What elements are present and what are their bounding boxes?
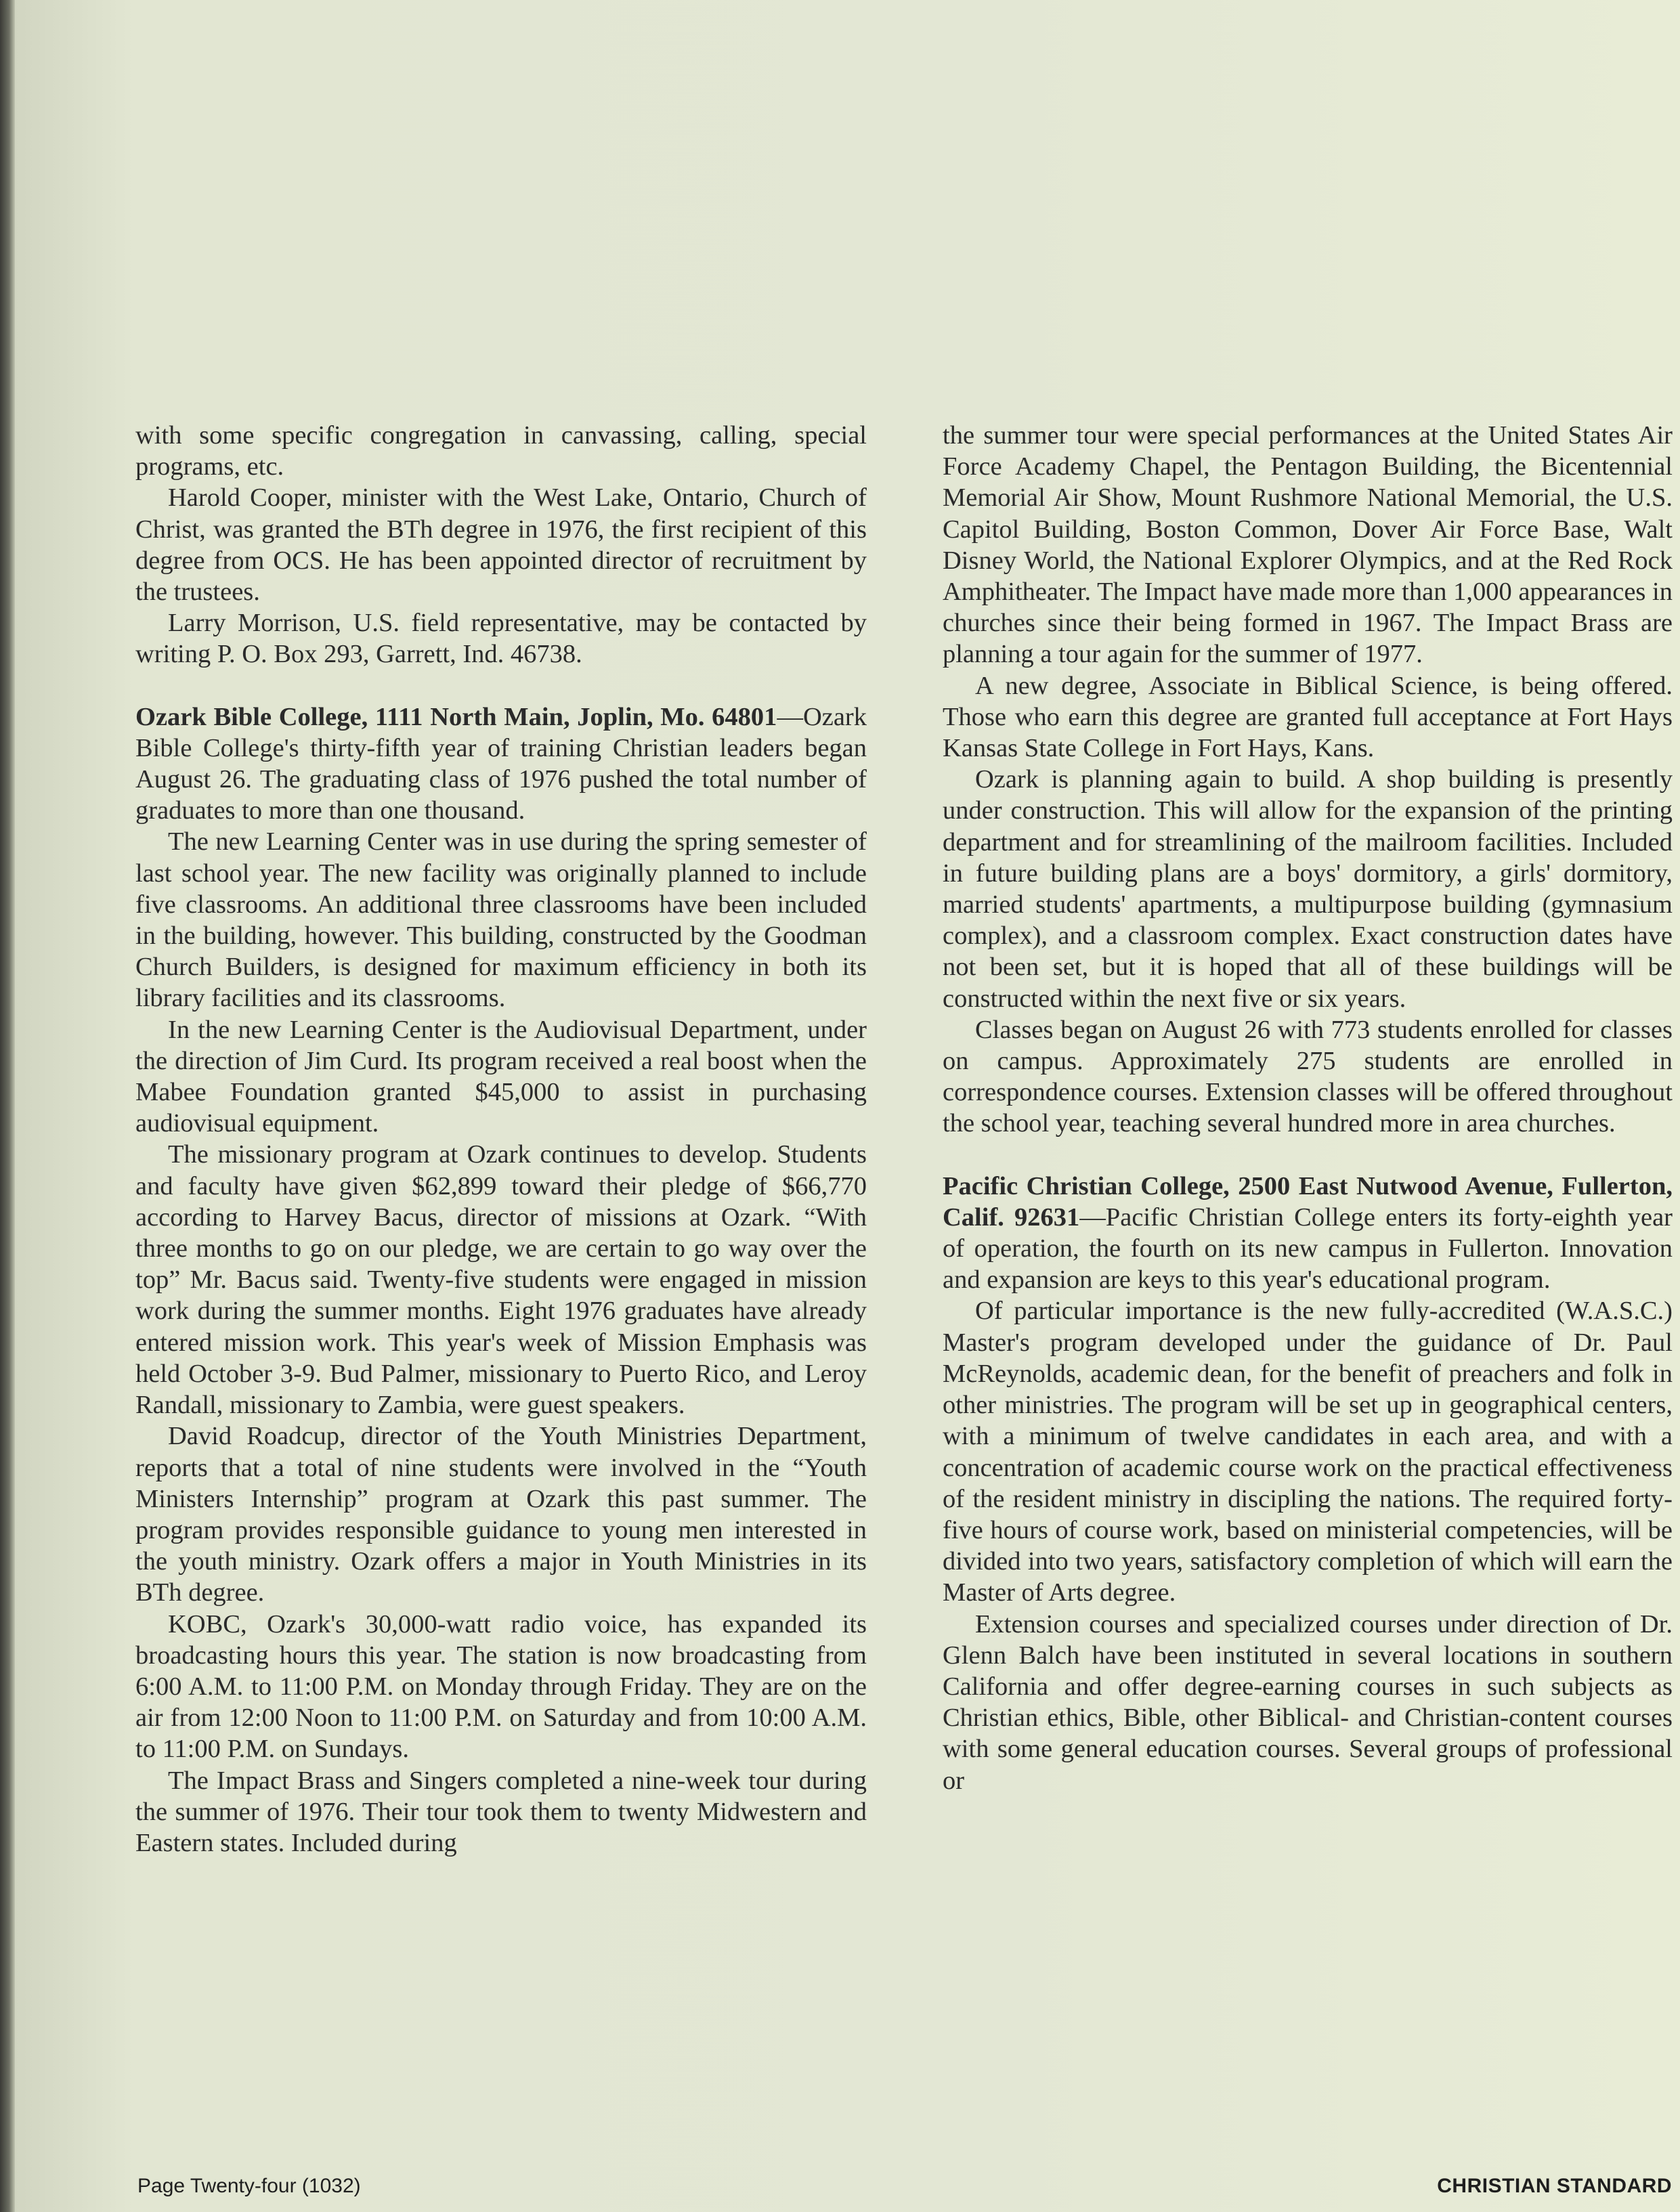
paragraph: In the new Learning Center is the Audiovisual Department, under the direction of Jim Curd. Its program received a real boost when the Mabee Foundation granted $45,000 to assist in purchasing audiovisual equipment. (135, 1015, 867, 1138)
paragraph: Larry Morrison, U.S. field representative, may be contacted by writing P. O. Box 293, Garrett, Ind. 46738. (135, 609, 867, 669)
paragraph: David Roadcup, director of the Youth Ministries Department, reports that a total of nine students were involved in the “Youth Ministers Internship” program at Ozark this past summer. The program provides responsible guidance to young men interested in the youth ministry. Ozark offers a major in Youth Ministries in its BTh degree. (135, 1422, 867, 1607)
pacific-section-intro (943, 1171, 1673, 1296)
paragraph: Of particular importance is the new fully-accredited (W.A.S.C.) Master's program developed under the guidance of Dr. Paul McReynolds, academic dean, for the benefit of preachers and folk in other ministries. The program will be set up in geographical centers, with a minimum of twelve candidates in each area, and with a concentration of academic course work on the practical effectiveness of the resident ministry in discipling the nations. The required forty-five hours of course work, based on ministerial competencies, will be divided into two years, satisfactory completion of which will earn the Master of Arts degree. (943, 1297, 1673, 1607)
paragraph: KOBC, Ozark's 30,000-watt radio voice, has expanded its broadcasting hours this year. The station is now broadcasting from 6:00 A.M. to 11:00 P.M. on Monday through Friday. They are on the air from 12:00 Noon to 11:00 P.M. on Saturday and from 10:00 A.M. to 11:00 P.M. on Sundays. (135, 1609, 867, 1764)
paragraph: The new Learning Center was in use during the spring semester of last school year. The new facility was originally planned to include five classrooms. An additional three classrooms have been included in the building, however. This building, constructed by the Goodman Church Builders, is designed for maximum efficiency in both its library facilities and its classrooms. (135, 827, 867, 1013)
paragraph: The missionary program at Ozark continues to develop. Students and faculty have given $62,899 toward their pledge of $66,770 according to Harvey Bacus, director of missions at Ozark. “With three months to go on our pledge, we are certain to go way over the top” Mr. Bacus said. Twenty-five students were engaged in mission work during the summer months. Eight 1976 graduates have already entered mission work. This year's week of Mission Emphasis was held October 3-9. Bud Palmer, missionary to Puerto Rico, and Leroy Randall, missionary to Zambia, were guest speakers. (135, 1140, 867, 1420)
paragraph: Harold Cooper, minister with the West Lake, Ontario, Church of Christ, was granted the BTh degree in 1976, the first recipient of this degree from OCS. He has been appointed director of recruitment by the trustees. (135, 483, 867, 607)
paragraph: The Impact Brass and Singers completed a nine-week tour during the summer of 1976. Their tour took them to twenty Midwestern and Eastern states. Included during (135, 1766, 867, 1857)
paragraph: Ozark is planning again to build. A shop building is presently under construction. This will allow for the expansion of the printing department and for streamlining of the mailroom facilities. Included in future building plans are a boys' dormitory, a girls' dormitory, married students' apartments, a multipurpose building (gymnasium complex), and a classroom complex. Exact construction dates have not been set, but it is hoped that all of these buildings will be constructed within the next five or six years. (943, 765, 1673, 1013)
paragraph: Classes began on August 26 with 773 students enrolled for classes on campus. Approximately 275 students are enrolled in correspondence courses. Extension classes will be offered throughout the school year, teaching several hundred more in area churches. (943, 1015, 1673, 1138)
page-number-footer: Page Twenty-four (1032) (137, 2175, 361, 2197)
paragraph: Extension courses and specialized courses under direction of Dr. Glenn Balch have been instituted in several locations in southern California and offer degree-earning courses in such subjects as Christian ethics, Bible, other Biblical- and Christian-content courses with some general education courses. Several groups of professional or (943, 1609, 1673, 1795)
publication-footer: CHRISTIAN STANDARD (1437, 2175, 1672, 2197)
ozark-section-intro (135, 701, 867, 827)
paragraph: with some specific congregation in canvassing, calling, special programs, etc. (135, 421, 867, 481)
pacific-intro-text: —Pacific Christian College enters its forty-eighth year of operation, the fourth on its new campus in Fullerton. Innovation and expansion are keys to this year's educational program. (943, 1202, 1673, 1295)
pacific-heading: Pacific Christian College, 2500 East Nutwood Avenue, Fullerton, Calif. 92631 (943, 1171, 1673, 1232)
paragraph: the summer tour were special performances at the United States Air Force Academy Chapel, the Pentagon Building, the Bicentennial Memorial Air Show, Mount Rushmore National Memorial, the U.S. Capitol Building, Boston Common, Dover Air Force Base, Walt Disney World, the National Explorer Olympics, and at the Red Rock Amphitheater. The Impact have made more than 1,000 appearances in churches since their being formed in 1967. The Impact Brass are planning a tour again for the summer of 1977. (943, 421, 1673, 669)
ozark-heading: Ozark Bible College, 1111 North Main, Joplin, Mo. 64801 (135, 702, 777, 731)
binding-edge (0, 0, 15, 2212)
right-column (943, 420, 1673, 1796)
ozark-intro-text: —Ozark Bible College's thirty-fifth year of training Christian leaders began August 26. The graduating class of 1976 pushed the total number of graduates to more than one thousand. (135, 702, 867, 825)
paragraph: A new degree, Associate in Biblical Science, is being offered. Those who earn this degree are granted full acceptance at Fort Hays Kansas State College in Fort Hays, Kans. (943, 671, 1673, 763)
left-column (135, 420, 867, 1859)
